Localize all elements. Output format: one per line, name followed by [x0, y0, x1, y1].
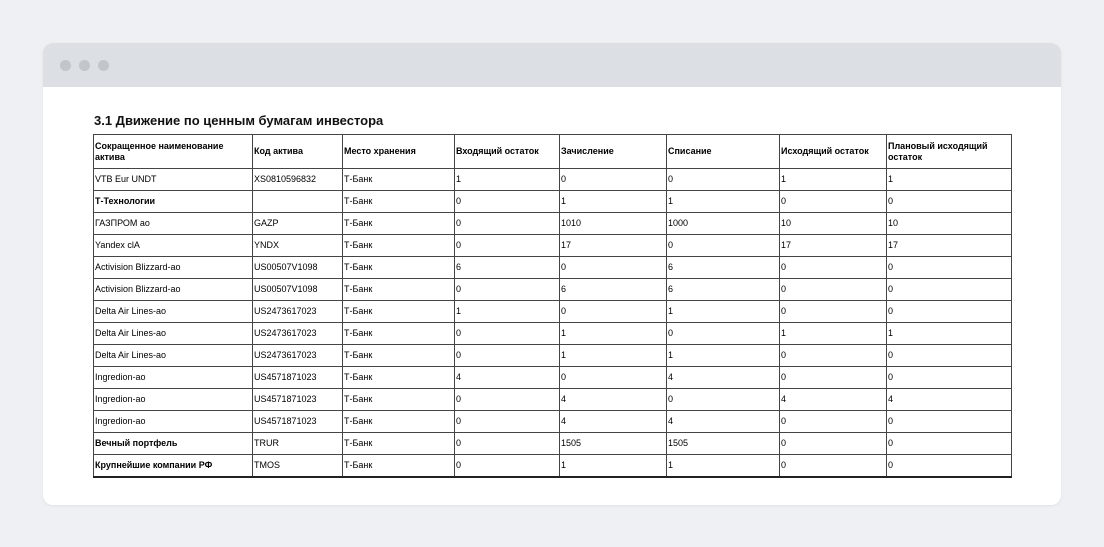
asset-code-cell: US2473617023 — [253, 345, 343, 367]
incoming-balance-cell: 1 — [455, 301, 560, 323]
asset-code-cell: TRUR — [253, 433, 343, 455]
debit-cell: 1 — [667, 301, 780, 323]
credit-cell: 1 — [560, 323, 667, 345]
outgoing-balance-cell: 4 — [780, 389, 887, 411]
credit-cell: 1 — [560, 345, 667, 367]
credit-cell: 4 — [560, 411, 667, 433]
storage-place-cell: Т-Банк — [343, 235, 455, 257]
storage-place-cell: Т-Банк — [343, 169, 455, 191]
asset-name-cell: Крупнейшие компании РФ — [94, 455, 253, 478]
outgoing-balance-cell: 1 — [780, 323, 887, 345]
securities-movement-table — [93, 134, 1012, 478]
credit-cell: 6 — [560, 279, 667, 301]
table-body — [94, 169, 1012, 478]
storage-place-cell: Т-Банк — [343, 301, 455, 323]
table-row — [94, 433, 1012, 455]
incoming-balance-cell: 0 — [455, 411, 560, 433]
table-row — [94, 169, 1012, 191]
debit-cell: 0 — [667, 389, 780, 411]
table-row — [94, 411, 1012, 433]
asset-name-cell: Delta Air Lines-ao — [94, 323, 253, 345]
storage-place-cell: Т-Банк — [343, 411, 455, 433]
incoming-balance-cell: 1 — [455, 169, 560, 191]
table-row — [94, 389, 1012, 411]
planned-balance-cell: 1 — [887, 323, 1012, 345]
storage-place-cell: Т-Банк — [343, 389, 455, 411]
planned-balance-cell: 1 — [887, 169, 1012, 191]
asset-name-cell: VTB Eur UNDT — [94, 169, 253, 191]
planned-balance-cell: 0 — [887, 279, 1012, 301]
column-header: Код актива — [253, 135, 343, 169]
debit-cell: 4 — [667, 411, 780, 433]
asset-code-cell: US2473617023 — [253, 301, 343, 323]
credit-cell: 1505 — [560, 433, 667, 455]
credit-cell: 4 — [560, 389, 667, 411]
credit-cell: 17 — [560, 235, 667, 257]
debit-cell: 1505 — [667, 433, 780, 455]
storage-place-cell: Т-Банк — [343, 257, 455, 279]
debit-cell: 0 — [667, 235, 780, 257]
column-header: Сокращенное наименование актива — [94, 135, 253, 169]
asset-code-cell: US4571871023 — [253, 367, 343, 389]
planned-balance-cell: 0 — [887, 345, 1012, 367]
asset-code-cell — [253, 191, 343, 213]
outgoing-balance-cell: 1 — [780, 169, 887, 191]
column-header: Зачисление — [560, 135, 667, 169]
asset-name-cell: Ingredion-ao — [94, 411, 253, 433]
table-row — [94, 301, 1012, 323]
storage-place-cell: Т-Банк — [343, 323, 455, 345]
column-header: Место хранения — [343, 135, 455, 169]
debit-cell: 4 — [667, 367, 780, 389]
debit-cell: 1000 — [667, 213, 780, 235]
planned-balance-cell: 10 — [887, 213, 1012, 235]
incoming-balance-cell: 0 — [455, 323, 560, 345]
asset-name-cell: Activision Blizzard-ao — [94, 279, 253, 301]
table-row — [94, 323, 1012, 345]
asset-name-cell: Activision Blizzard-ao — [94, 257, 253, 279]
asset-name-cell: Вечный портфель — [94, 433, 253, 455]
storage-place-cell: Т-Банк — [343, 191, 455, 213]
asset-name-cell: Yandex clA — [94, 235, 253, 257]
credit-cell: 0 — [560, 367, 667, 389]
asset-code-cell: US2473617023 — [253, 323, 343, 345]
storage-place-cell: Т-Банк — [343, 213, 455, 235]
debit-cell: 1 — [667, 345, 780, 367]
credit-cell: 1 — [560, 455, 667, 478]
table-row — [94, 235, 1012, 257]
outgoing-balance-cell: 10 — [780, 213, 887, 235]
incoming-balance-cell: 4 — [455, 367, 560, 389]
planned-balance-cell: 0 — [887, 301, 1012, 323]
asset-code-cell: US00507V1098 — [253, 279, 343, 301]
outgoing-balance-cell: 0 — [780, 367, 887, 389]
outgoing-balance-cell: 0 — [780, 345, 887, 367]
storage-place-cell: Т-Банк — [343, 279, 455, 301]
storage-place-cell: Т-Банк — [343, 367, 455, 389]
window-maximize-dot-icon[interactable] — [98, 60, 109, 71]
asset-code-cell: US4571871023 — [253, 389, 343, 411]
asset-code-cell: YNDX — [253, 235, 343, 257]
window-close-dot-icon[interactable] — [60, 60, 71, 71]
outgoing-balance-cell: 0 — [780, 279, 887, 301]
column-header: Исходящий остаток — [780, 135, 887, 169]
incoming-balance-cell: 0 — [455, 191, 560, 213]
table-header-row — [94, 135, 1012, 169]
table-row — [94, 367, 1012, 389]
incoming-balance-cell: 0 — [455, 455, 560, 478]
planned-balance-cell: 0 — [887, 455, 1012, 478]
incoming-balance-cell: 6 — [455, 257, 560, 279]
asset-name-cell: Ingredion-ao — [94, 389, 253, 411]
asset-name-cell: ГАЗПРОМ ао — [94, 213, 253, 235]
outgoing-balance-cell: 0 — [780, 433, 887, 455]
asset-code-cell: XS0810596832 — [253, 169, 343, 191]
outgoing-balance-cell: 17 — [780, 235, 887, 257]
asset-name-cell: Ingredion-ao — [94, 367, 253, 389]
incoming-balance-cell: 0 — [455, 235, 560, 257]
table-row — [94, 191, 1012, 213]
debit-cell: 6 — [667, 257, 780, 279]
credit-cell: 0 — [560, 169, 667, 191]
outgoing-balance-cell: 0 — [780, 455, 887, 478]
table-row — [94, 279, 1012, 301]
asset-name-cell: Т-Технологии — [94, 191, 253, 213]
planned-balance-cell: 0 — [887, 191, 1012, 213]
table-row — [94, 455, 1012, 478]
browser-window — [43, 43, 1061, 505]
credit-cell: 1 — [560, 191, 667, 213]
debit-cell: 0 — [667, 323, 780, 345]
incoming-balance-cell: 0 — [455, 433, 560, 455]
planned-balance-cell: 0 — [887, 367, 1012, 389]
incoming-balance-cell: 0 — [455, 345, 560, 367]
table-row — [94, 257, 1012, 279]
debit-cell: 1 — [667, 455, 780, 478]
asset-code-cell: GAZP — [253, 213, 343, 235]
credit-cell: 0 — [560, 257, 667, 279]
outgoing-balance-cell: 0 — [780, 191, 887, 213]
table-row — [94, 213, 1012, 235]
column-header: Плановый исходящий остаток — [887, 135, 1012, 169]
debit-cell: 0 — [667, 169, 780, 191]
incoming-balance-cell: 0 — [455, 389, 560, 411]
planned-balance-cell: 4 — [887, 389, 1012, 411]
debit-cell: 1 — [667, 191, 780, 213]
outgoing-balance-cell: 0 — [780, 411, 887, 433]
window-titlebar — [43, 43, 1061, 87]
asset-name-cell: Delta Air Lines-ao — [94, 301, 253, 323]
table-row — [94, 345, 1012, 367]
outgoing-balance-cell: 0 — [780, 257, 887, 279]
storage-place-cell: Т-Банк — [343, 433, 455, 455]
window-minimize-dot-icon[interactable] — [79, 60, 90, 71]
section-title: 3.1 Движение по ценным бумагам инвестора — [94, 113, 384, 128]
planned-balance-cell: 0 — [887, 257, 1012, 279]
asset-code-cell: TMOS — [253, 455, 343, 478]
storage-place-cell: Т-Банк — [343, 345, 455, 367]
column-header: Списание — [667, 135, 780, 169]
incoming-balance-cell: 0 — [455, 213, 560, 235]
column-header: Входящий остаток — [455, 135, 560, 169]
asset-code-cell: US4571871023 — [253, 411, 343, 433]
credit-cell: 1010 — [560, 213, 667, 235]
debit-cell: 6 — [667, 279, 780, 301]
asset-code-cell: US00507V1098 — [253, 257, 343, 279]
planned-balance-cell: 17 — [887, 235, 1012, 257]
storage-place-cell: Т-Банк — [343, 455, 455, 478]
asset-name-cell: Delta Air Lines-ao — [94, 345, 253, 367]
incoming-balance-cell: 0 — [455, 279, 560, 301]
planned-balance-cell: 0 — [887, 411, 1012, 433]
credit-cell: 0 — [560, 301, 667, 323]
outgoing-balance-cell: 0 — [780, 301, 887, 323]
planned-balance-cell: 0 — [887, 433, 1012, 455]
